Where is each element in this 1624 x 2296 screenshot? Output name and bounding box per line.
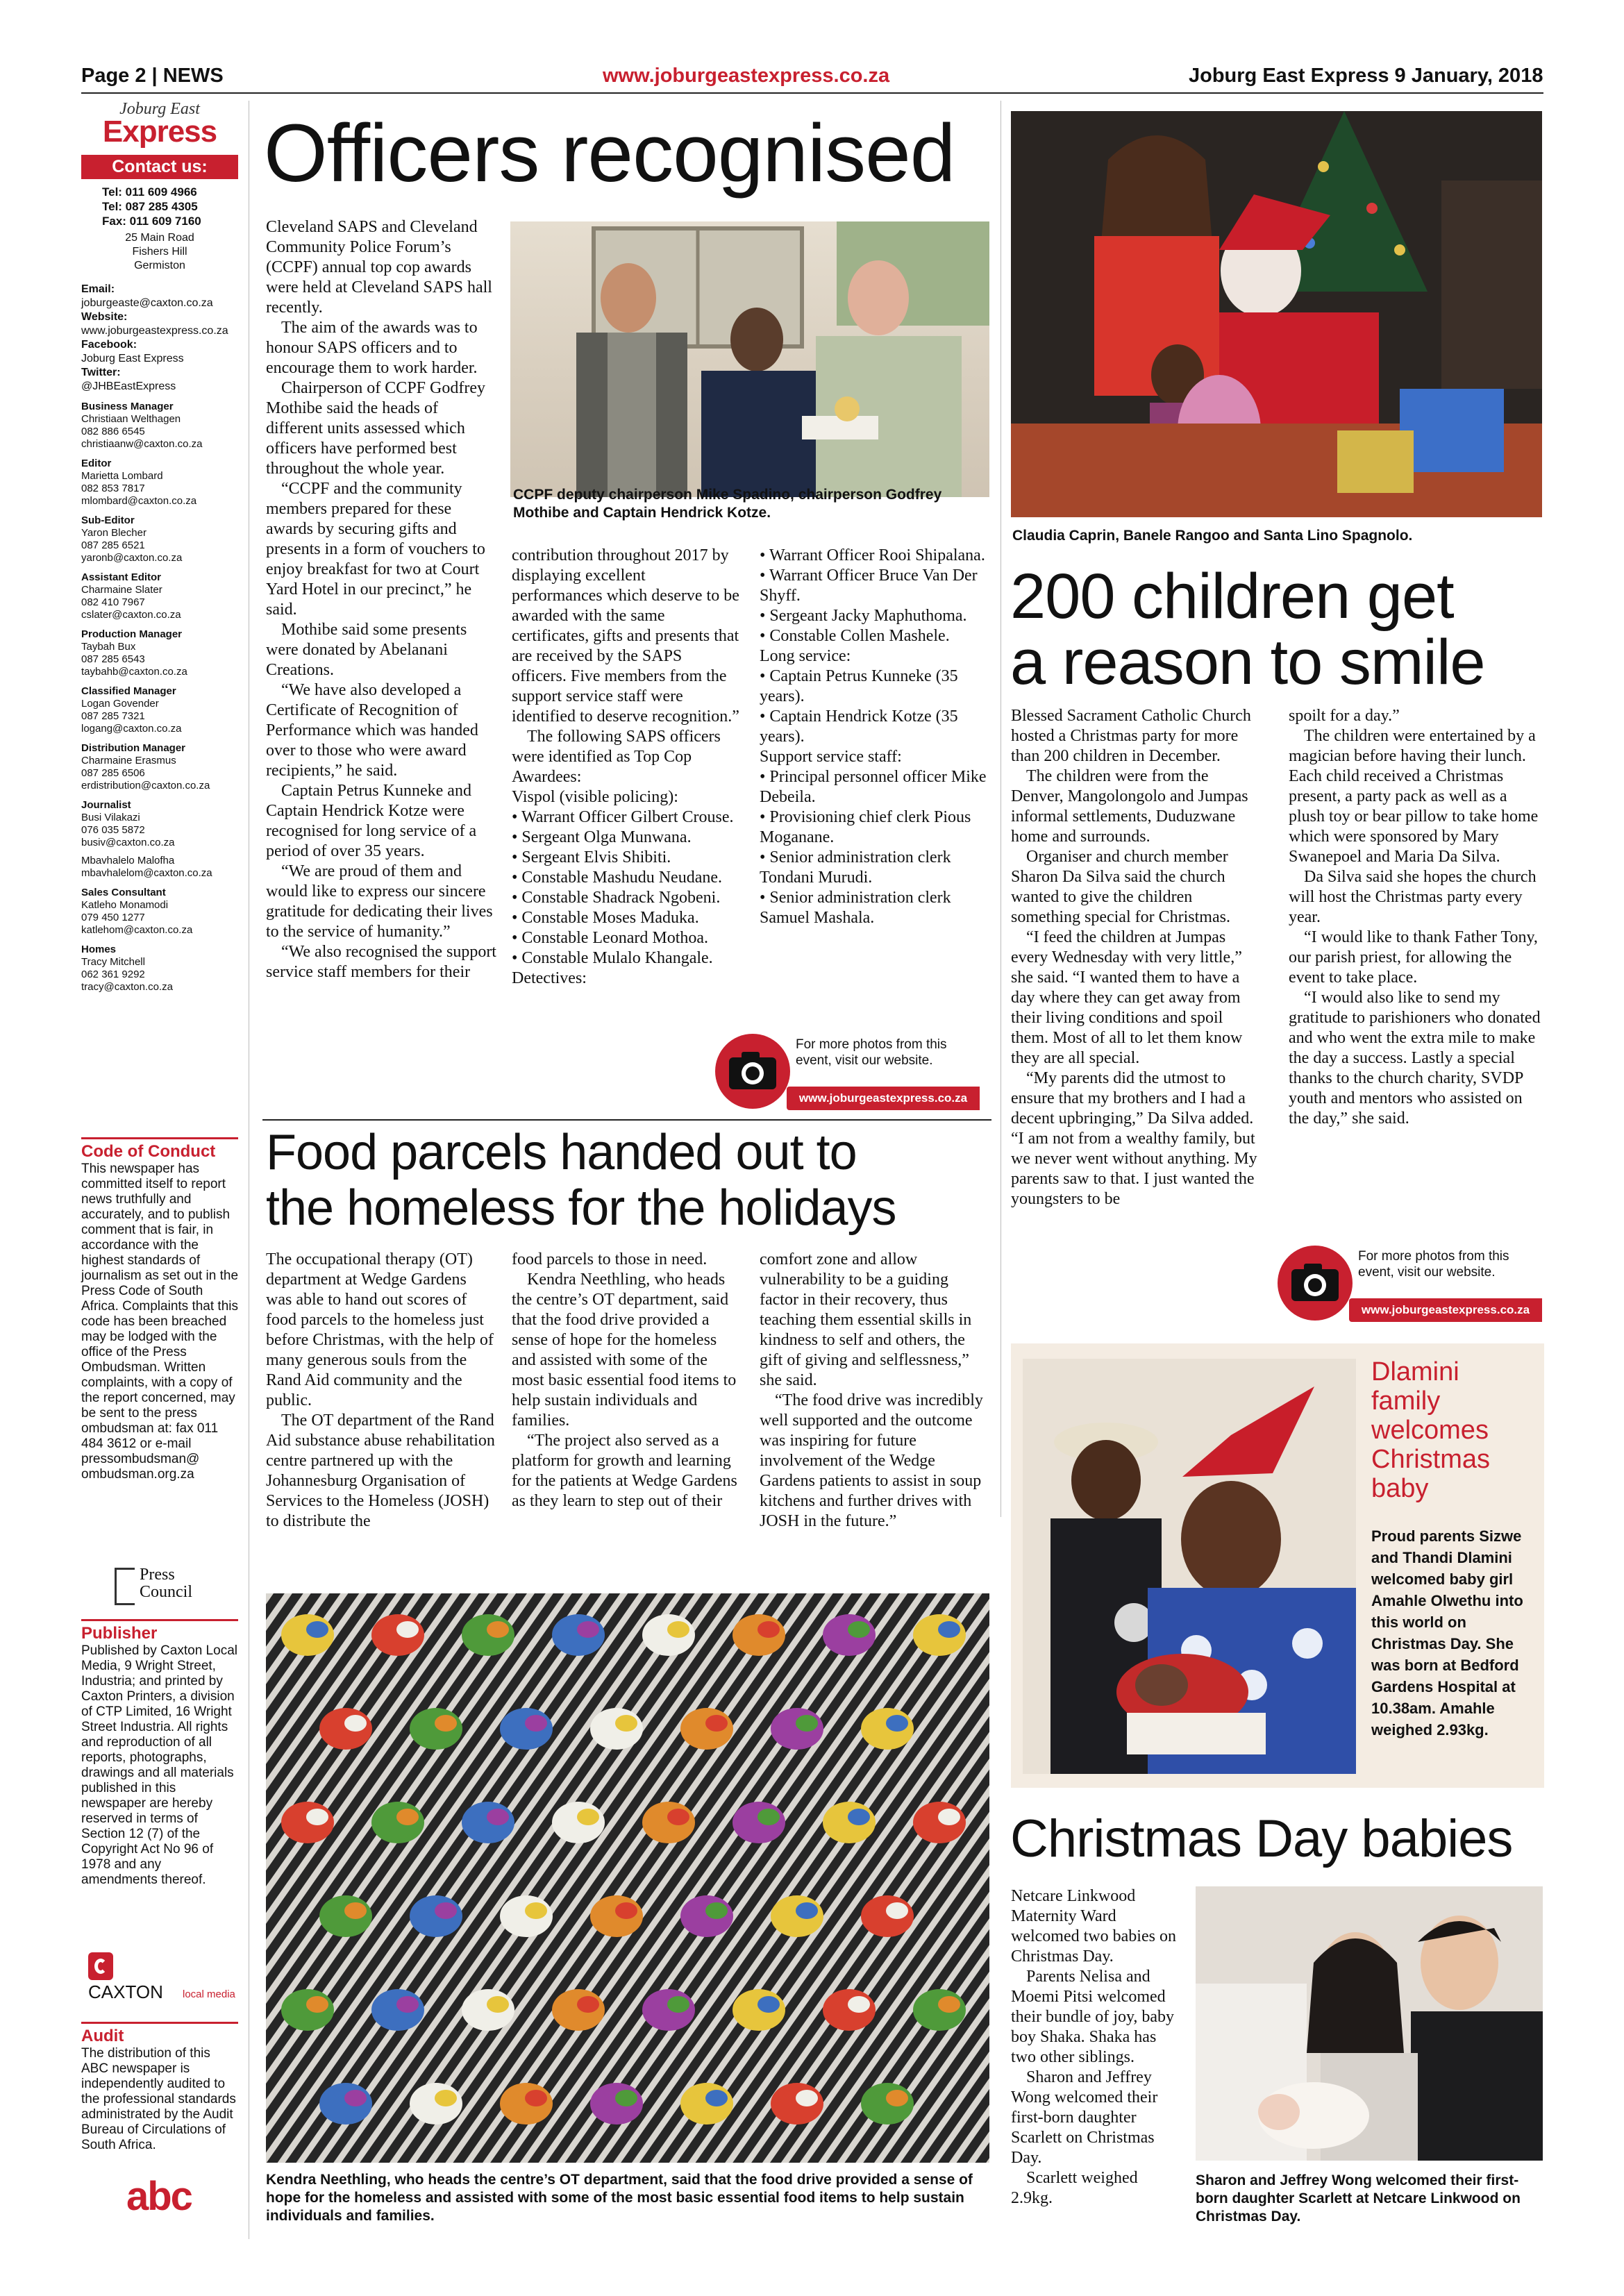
parcel-contents [771,1708,823,1750]
paper-date: Joburg East Express 9 January, 2018 [1189,65,1543,87]
food-headline [266,1125,896,1236]
paragraph: The children were from the Denver, Mangolongolo and Jumpas informal settlements, Duduzwane home and surrounds. [1011,767,1248,846]
parcel-contents [680,2083,733,2125]
parcel-contents [913,1614,966,1656]
camera-icon [1276,1244,1354,1322]
staff-detail: Logan Govender [81,698,159,710]
parcel-contents [306,1996,328,2013]
audit [81,2022,238,2153]
staff-detail: Busi Vilakazi [81,812,140,823]
headline-line: family [1371,1386,1441,1416]
parcel-contents [590,1895,643,1937]
facebook-link[interactable]: Joburg East Express [81,353,184,364]
paragraph: The occupational therapy (OT) department at Wedge Gardens was able to hand out scores of food parcels to the homeless just before Christmas, with the help of many generous souls from the Rand Aid community and the public. [266,1250,494,1409]
code-of-conduct [81,1137,238,1482]
paragraph: Kendra Neethling, who heads the centre’s OT department, said that the food drive provided a sense of hope for the homeless and assisted with some of the most basic essential food items to help sustain individuals and families. [512,1271,737,1430]
staff-detail: Yaron Blecher [81,527,147,539]
caxton-sub: local media [183,1988,235,2000]
parcel-contents [371,1802,424,1843]
promo-text: For more photos from this event, visit our website. [1358,1249,1509,1280]
children-col1 [1011,706,1261,1209]
page-label: Page 2 | NEWS [81,65,224,87]
food-col3 [760,1250,989,1532]
staff-detail: Charmaine Slater [81,584,162,596]
parcel-contents [371,1989,424,2031]
parcel-contents [848,1996,870,2013]
food-photo-caption: Kendra Neethling, who heads the centre’s OT department, said that the food drive provided a sense of hope for the homeless and assisted with some of the most basic essential food items to help sustain individuals and families. [266,2172,973,2224]
code-text: This newspaper has committed itself to report news truthfully and accurately, and to publish comment that is fair, in accordance with the highest standards of journalism as set out in the Press Code of South Africa. Complaints that this code has been breached may be lodged with the office of the Press Ombudsman. Written complaints, with a copy of the report concerned, may be sent to the press ombudsman at: fax 011 484 3612 or e-mail pressombudsman@ ombudsman.org.za [81,1162,239,1482]
twitter-link[interactable]: @JHBEastExpress [81,380,176,392]
staff-email[interactable]: mbavhalelom@caxton.co.za [81,867,212,879]
paragraph: food parcels to those in need. [512,1250,708,1268]
officers-photo-caption: CCPF deputy chairperson Mike Spadino, chairperson Godfrey Mothibe and Captain Hendrick Kotze. [513,487,942,521]
parcel-contents [796,2090,818,2106]
paragraph: The aim of the awards was to honour SAPS officers and to encourage them to work harder. [266,319,478,377]
parcel-contents [410,1708,462,1750]
audit-title: Audit [81,2027,124,2045]
paragraph: Captain Petrus Kunneke and Captain Hendrick Kotze were recognised for long service of a period of over 35 years. [266,782,477,860]
paragraph: comfort zone and allow vulnerability to be a guiding factor in their recovery, thus teaching them essential skills in kindness to self and others, the gift of giving and selflessness,” she said. [760,1250,972,1389]
parcel-contents [615,1715,637,1732]
parcel-contents [886,1902,908,1919]
staff-email[interactable]: katlehom@caxton.co.za [81,924,193,936]
paragraph: Chairperson of CCPF Godfrey Mothibe said the heads of different units assessed which officers have performed best throughout the whole year. [266,379,485,478]
staff-detail: 087 285 6543 [81,653,145,665]
parcel-contents [410,1895,462,1937]
paragraph: Scarlett weighed 2.9kg. [1011,2169,1138,2207]
tel1: Tel: 011 609 4966 [102,185,197,199]
publisher [81,1619,238,1888]
address-line: Germiston [134,260,185,271]
header-website[interactable]: www.joburgeastexpress.co.za [603,65,890,87]
promo-url[interactable]: www.joburgeastexpress.co.za [1349,1298,1542,1322]
staff-entry [81,514,238,564]
publisher-text: Published by Caxton Local Media, 9 Wright Street, Industria; and printed by Caxton Printers, a division of CTP Limited, 16 Wright Street Industria. All rights and reproduction of all reports, photographs, drawings and all materials published in this newspaper are hereby reserved in terms of Section 12 (7) of the Copyright Act No 96 of 1978 and any amendments thereof. [81,1643,237,1887]
parcel-contents [462,1614,514,1656]
parcel-contents [577,1809,599,1825]
parcel-contents [796,1715,818,1732]
parcel-contents [615,2090,637,2106]
staff-role: Business Manager [81,401,174,412]
press-council-logo [115,1566,212,1608]
paragraph: The children were entertained by a magician before having their lunch. Each child received a Christmas present, a party pack as well as a plush toy or bear pillow to take home which were sponsored by Mary Swanepoel and Maria Da Silva. [1289,727,1539,866]
staff-entry [81,628,238,678]
list-item: • Constable Leonard Mothoa. [512,929,709,947]
officers-col3 [760,546,989,928]
parcel-contents [913,1802,966,1843]
contact-address [81,231,238,273]
camera-icon [714,1032,792,1110]
dlamini-box [1011,1343,1544,1788]
promo-text: For more photos from this event, visit our website. [796,1037,947,1068]
parcel-contents [680,1895,733,1937]
list-item: • Constable Shadrack Ngobeni. [512,889,721,907]
more-photos-promo[interactable] [714,1032,980,1110]
paragraph: Parents Nelisa and Moemi Pitsi welcomed their bundle of joy, baby boy Shaka. Shaka has two other siblings. [1011,1968,1175,2066]
staff-detail: 076 035 5872 [81,824,145,836]
divider [81,2022,238,2024]
paragraph: “The food drive was incredibly well supported and the outcome was inspiring for future involvement of the Wedge Gardens patients to assist in soup kitchens and further drives with JOSH in the future.” [760,1391,983,1530]
list-item: • Provisioning chief clerk Pious Moganane. [760,808,971,846]
parcel-contents [525,1902,547,1919]
staff-email[interactable]: taybahb@caxton.co.za [81,666,187,678]
staff-entry [81,685,238,735]
parcel-contents [848,1621,870,1638]
code-title: Code of Conduct [81,1142,216,1161]
email-link[interactable]: joburgeaste@caxton.co.za [81,297,213,309]
parcel-contents [667,1621,689,1638]
list-item: • Sergeant Elvis Shibiti. [512,848,671,866]
children-col2 [1289,706,1542,1129]
parcel-contents [306,1621,328,1638]
staff-detail: 082 410 7967 [81,596,145,608]
food-headline-line1: Food parcels handed out to [266,1125,857,1180]
officers-photo [510,221,989,497]
caxton-logo [81,1952,238,2001]
parcel-contents [552,1989,605,2031]
parcel-contents [733,1989,785,2031]
food-col2 [512,1250,741,1511]
parcel-contents [757,1621,780,1638]
parcel-contents [487,1621,509,1638]
staff-entry [81,855,238,880]
audit-text: The distribution of this ABC newspaper is independently audited to the professional standards administrated by the Audit Bureau of Circulations of South Africa. [81,2046,236,2152]
headline-line: Dlamini [1371,1357,1459,1386]
staff-email[interactable]: yaronb@caxton.co.za [81,552,183,564]
parcel-contents [733,1614,785,1656]
parcel-contents [938,1621,960,1638]
babies-headline: Christmas Day babies [1010,1809,1513,1868]
staff-detail: Christiaan Welthagen [81,413,181,425]
parcel-contents [823,1989,876,2031]
divider [81,1137,238,1139]
paragraph: “The project also served as a platform for growth and learning for the patients at Wedge Gardens as they learn to step out of their [512,1432,737,1510]
list-item: • Captain Petrus Kunneke (35 years). [760,667,958,705]
parcel-contents [319,1708,372,1750]
parcel-contents [396,1809,419,1825]
website-link[interactable]: www.joburgeastexpress.co.za [81,325,228,337]
children-headline-line2: a reason to smile [1010,627,1485,698]
abc-logo: abc [126,2174,192,2219]
paragraph: “We are proud of them and would like to express our sincere gratitude for dedicating their lives to the service of humanity.” [266,862,493,941]
parcel-contents [435,2090,457,2106]
staff-role: Classified Manager [81,685,176,697]
parcel-contents [396,1621,419,1638]
staff-detail: Mbavhalelo Malofha [81,855,175,866]
dlamini-photo [1023,1359,1356,1774]
parcel-contents [281,1989,334,2031]
staff-email[interactable]: busiv@caxton.co.za [81,837,175,848]
wong-photo-caption: Sharon and Jeffrey Wong welcomed their first-born daughter Scarlett at Netcare Linkwood on Christmas Day. [1196,2172,1521,2224]
caxton-word: CAXTON [88,1981,163,2002]
staff-role: Production Manager [81,628,183,640]
caxton-c-icon [88,1952,113,1980]
parcel-contents [771,2083,823,2125]
parcel-contents [642,1614,695,1656]
promo-url[interactable]: www.joburgeastexpress.co.za [787,1087,980,1110]
parcel-contents [462,1989,514,2031]
parcel-contents [281,1802,334,1843]
paragraph: Vispol (visible policing): [512,788,678,806]
staff-role: Editor [81,458,112,469]
parcel-contents [886,2090,908,2106]
staff-email[interactable]: christiaanw@caxton.co.za [81,438,203,450]
food-col1 [266,1250,495,1532]
council-word: Council [140,1583,192,1601]
parcel-contents [396,1996,419,2013]
children-headline-line1: 200 children get [1010,561,1454,632]
parcel-contents [667,1996,689,2013]
food-top-rule [262,1119,991,1121]
parcel-contents [500,1708,553,1750]
parcel-contents [757,1996,780,2013]
staff-role: Sales Consultant [81,887,166,898]
paragraph: spoilt for a day.” [1289,707,1400,725]
list-item: • Warrant Officer Gilbert Crouse. [512,808,734,826]
parcel-contents [938,1996,960,2013]
website-label: Website: [81,311,128,323]
staff-entry [81,401,238,451]
staff-entry [81,887,238,937]
list-item: Support service staff: [760,748,902,766]
babies-col [1011,1886,1178,2209]
staff-detail: Taybah Bux [81,641,136,653]
parcel-contents [577,1996,599,2013]
headline-line: baby [1371,1474,1429,1503]
headline-line: welcomes [1371,1416,1489,1445]
staff-detail: 062 361 9292 [81,969,145,980]
more-photos-promo-2[interactable] [1276,1244,1542,1322]
parcel-contents [615,1902,637,1919]
list-item: • Principal personnel officer Mike Debeila. [760,768,987,806]
list-item: Detectives: [512,969,587,987]
staff-detail: Katleho Monamodi [81,899,169,911]
parcel-contents [462,1802,514,1843]
parcel-contents [281,1614,334,1656]
paragraph: Da Silva said she hopes the church will host the Christmas party every year. [1289,868,1537,926]
staff-email[interactable]: logang@caxton.co.za [81,723,182,735]
parcel-contents [861,1708,914,1750]
paragraph: “My parents did the utmost to ensure that my brothers and I had a decent upbringing,” Da Silva added. “I am not from a wealthy family, but we never went without anything. My parents saw to that. I just wanted the youngsters to be [1011,1069,1257,1208]
staff-detail: Charmaine Erasmus [81,755,176,766]
staff-email[interactable]: tracy@caxton.co.za [81,981,173,993]
parcel-contents [705,2090,728,2106]
paragraph: Cleveland SAPS and Cleveland Community Police Forum’s (CCPF) annual top cop awards were held at Cleveland SAPS hall recently. [266,218,492,317]
parcel-contents [680,1708,733,1750]
contact-phones [81,185,238,228]
parcel-contents [848,1809,870,1825]
contact-online [81,283,238,394]
logo [81,100,238,149]
wong-photo [1196,1886,1543,2161]
header-rule [81,92,1543,94]
parcel-contents [823,1802,876,1843]
list-item: • Constable Collen Mashele. [760,627,950,645]
list-item: • Senior administration clerk Samuel Mashala. [760,889,951,927]
officers-headline: Officers recognised [264,108,955,199]
parcel-contents [344,1715,367,1732]
press-word: Press [140,1566,175,1584]
parcel-contents [861,2083,914,2125]
list-item: • Constable Moses Maduka. [512,909,699,927]
publisher-title: Publisher [81,1624,158,1643]
parcel-contents [487,1996,509,2013]
parcel-contents [577,1621,599,1638]
list-item: • Warrant Officer Bruce Van Der Shyff. [760,567,978,605]
parcel-contents [435,1715,457,1732]
address-line: 25 Main Road [125,232,194,244]
parcel-contents [371,1614,424,1656]
officers-col1 [266,217,497,982]
paragraph: Netcare Linkwood Maternity Ward welcomed two babies on Christmas Day. [1011,1887,1176,1966]
contact-title: Contact us: [81,155,238,179]
paragraph: “We have also developed a Certificate of Recognition of Performance which was handed over to those who were award recipients,” he said. [266,681,478,780]
parcel-contents [757,1809,780,1825]
logo-top: Joburg East [119,100,200,118]
staff-entry [81,458,238,508]
staff-role: Distribution Manager [81,742,186,754]
dlamini-caption: Proud parents Sizwe and Thandi Dlamini welcomed baby girl Amahle Olwethu into this world on Christmas Day. She was born at Bedford Gardens Hospital at 10.38am. Amahle weighed 2.93kg. [1371,1527,1523,1738]
parcel-contents [410,2083,462,2125]
children-photo-caption: Claudia Caprin, Banele Rangoo and Santa Lino Spagnolo. [1012,528,1413,544]
parcel-contents [500,1895,553,1937]
parcel-contents [771,1895,823,1937]
staff-entry [81,944,238,994]
tel2: Tel: 087 285 4305 [102,200,198,213]
dlamini-headline [1371,1357,1538,1503]
logo-main: Express [102,115,217,149]
parcel-contents [590,1708,643,1750]
staff-detail: 082 853 7817 [81,483,145,494]
parcel-contents [525,1715,547,1732]
parcel-contents [733,1802,785,1843]
staff-email[interactable]: erdistribution@caxton.co.za [81,780,210,791]
parcel-contents [705,1902,728,1919]
paragraph: The following SAPS officers were identified as Top Cop Awardees: [512,728,721,786]
parcel-contents [861,1895,914,1937]
staff-email[interactable]: mlombard@caxton.co.za [81,495,197,507]
parcel-contents [344,2090,367,2106]
staff-detail: Tracy Mitchell [81,956,145,968]
staff-detail: 087 285 7321 [81,710,145,722]
staff-detail: 082 886 6545 [81,426,145,437]
headline-line: Christmas [1371,1445,1491,1474]
food-headline-line2: the homeless for the holidays [266,1180,896,1236]
list-item: • Sergeant Olga Munwana. [512,828,692,846]
parcel-contents [913,1989,966,2031]
staff-entry [81,799,238,849]
facebook-label: Facebook: [81,339,137,351]
sidebar [81,101,238,994]
paragraph: Organiser and church member Sharon Da Silva said the church wanted to give the children something special for Christmas. [1011,848,1230,926]
children-photo [1011,111,1542,517]
staff-role: Sub-Editor [81,514,135,526]
list-item: • Constable Mashudu Neudane. [512,869,723,887]
list-item: • Sergeant Jacky Maphuthoma. [760,607,967,625]
paragraph: Sharon and Jeffrey Wong welcomed their first-born daughter Scarlett on Christmas Day. [1011,2068,1158,2167]
staff-detail: 079 450 1277 [81,912,145,923]
parcel-contents [796,1902,818,1919]
parcel-contents [500,2083,553,2125]
parcel-contents [552,1614,605,1656]
paragraph: “I feed the children at Jumpas every Wednesday with very little,” she said. “I wanted them to have a day where they can get away from their living conditions and spoil them. Most of all to let them know they are all special. [1011,928,1243,1067]
email-label: Email: [81,283,115,295]
parcel-contents [435,1902,457,1919]
divider [81,1619,238,1621]
parcel-contents [487,1809,509,1825]
staff-detail: Marietta Lombard [81,470,163,482]
parcel-contents [306,1809,328,1825]
staff-email[interactable]: cslater@caxton.co.za [81,609,181,621]
parcel-contents [642,1802,695,1843]
parcel-contents [319,2083,372,2125]
staff-entry [81,742,238,792]
parcel-contents [823,1614,876,1656]
parcel-contents [525,2090,547,2106]
parcel-contents [552,1802,605,1843]
paragraph: Blessed Sacrament Catholic Church hosted a Christmas party for more than 200 children in December. [1011,707,1251,765]
paragraph: “We also recognised the support service staff members for their [266,943,496,981]
parcel-contents [590,2083,643,2125]
staff-entry [81,571,238,621]
paragraph: “CCPF and the community members prepared for these awards by securing gifts and presents in a form of vouchers to enjoy breakfast for two at Court Yard Hotel in our precinct,” he said. [266,480,485,619]
list-item: • Warrant Officer Rooi Shipalana. [760,546,985,564]
parcel-contents [319,1895,372,1937]
fax: Fax: 011 609 7160 [102,215,201,228]
children-headline [1010,561,1485,698]
paragraph: The OT department of the Rand Aid substance abuse rehabilitation centre partnered up with the Johannesburg Organisation of Services to the Homeless (JOSH) to distribute the [266,1411,495,1530]
list-item: • Senior administration clerk Tondani Murudi. [760,848,951,887]
parcel-contents [886,1715,908,1732]
parcel-contents [642,1989,695,2031]
staff-role: Homes [81,944,117,955]
officers-col2 [512,546,740,989]
paragraph: “I would also like to send my gratitude to parishioners who donated and who went the extra mile to make the day a success. Lastly a special thanks to the church charity, SVDP youth and mentors who assisted on the day,” she said. [1289,989,1541,1128]
parcel-contents [344,1902,367,1919]
staff-role: Journalist [81,799,131,811]
food-parcels-photo [266,1593,989,2163]
parcel-contents [938,1809,960,1825]
parcel-contents [667,1809,689,1825]
staff-detail: 087 285 6506 [81,767,145,779]
list-item: • Captain Hendrick Kotze (35 years). [760,707,958,746]
paragraph: Mothibe said some presents were donated by Abelanani Creations. [266,621,467,679]
press-council-mark [115,1568,135,1605]
staff-role: Assistant Editor [81,571,162,583]
paragraph: “I would like to thank Father Tony, our parish priest, for allowing the event to take place. [1289,928,1538,987]
paragraph: contribution throughout 2017 by displaying excellent performances which deserve to be awarded with the same certificates, gifts and presents that are received by the SAPS officers. Five members from the support service staff were identified to deserve recognition.” [512,546,739,726]
parcel-contents [705,1715,728,1732]
staff-list [81,401,238,994]
twitter-label: Twitter: [81,367,121,378]
staff-detail: 087 285 6521 [81,539,145,551]
list-item: Long service: [760,647,851,665]
list-item: • Constable Mulalo Khangale. [512,949,713,967]
address-line: Fishers Hill [132,246,187,258]
